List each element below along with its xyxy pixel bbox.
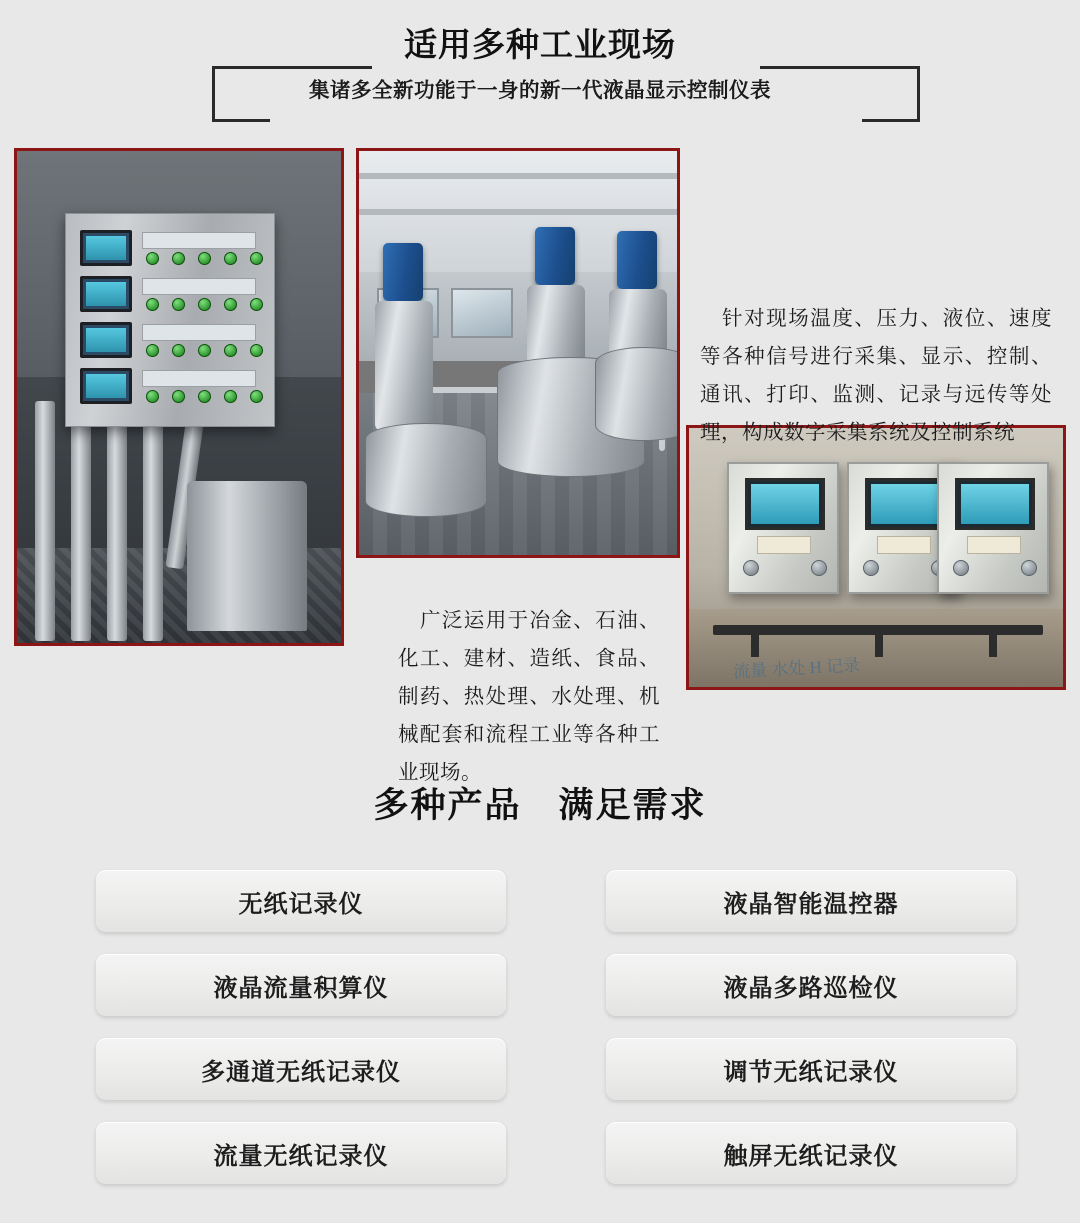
photo-tanks-window [451,288,513,338]
cabinet-meter [80,368,132,404]
cabinet-label-strip [142,278,256,295]
product-card-lcd-multichannel-scanner[interactable]: 液晶多路巡检仪 [606,954,1016,1016]
page-title: 适用多种工业现场 [404,26,676,63]
header-section [0,0,1080,140]
cabinet-indicator-lamp [224,298,237,311]
products-grid [96,870,1016,1184]
cabinet-indicator-lamp [172,252,185,265]
cabinet-indicator-lamp [250,344,263,357]
photo-tanks-vessel [595,347,680,441]
cabinet-indicator-lamp [198,344,211,357]
header-frame-right-bottom [862,119,920,122]
cabinet-indicator-lamp [146,344,159,357]
cabinet-label-strip [142,324,256,341]
cabinet-indicator-lamp [172,298,185,311]
panel-knob [953,560,969,576]
panel-knob [743,560,759,576]
photo-tanks-beam [359,209,677,215]
header-text-block [210,22,870,108]
panel-knob [811,560,827,576]
photo-plant-pipe [107,401,127,641]
cabinet-indicator-lamp [224,344,237,357]
header-frame-left-bottom [212,119,270,122]
product-card-paperless-recorder[interactable]: 无纸记录仪 [96,870,506,932]
photo-tanks-agitator-body [375,301,433,431]
cabinet-indicator-lamp [224,390,237,403]
product-card-control-recorder[interactable]: 调节无纸记录仪 [606,1038,1016,1100]
cabinet-indicator-lamp [146,298,159,311]
feature-paragraph-industries: 广泛运用于冶金、石油、化工、建材、造纸、食品、制药、热处理、水处理、机械配套和流程工业等各种工业现场。 [398,609,660,784]
cabinet-indicator-lamp [146,390,159,403]
photo-tanks-agitator-body [527,285,585,365]
product-card-multichannel-recorder[interactable]: 多通道无纸记录仪 [96,1038,506,1100]
photo-plant-pipe [35,401,55,641]
photo-plant-pipe [143,401,163,641]
cabinet-meter [80,230,132,266]
cabinet-indicator-lamp [198,252,211,265]
feature-paragraph-signals: 针对现场温度、压力、液位、速度等各种信号进行采集、显示、控制、通讯、打印、监测、记录与远传等处理，构成数字采集系统及控制系统 [700,307,1052,444]
cabinet-indicator-lamp [172,344,185,357]
cabinet-meter [80,276,132,312]
cabinet-meter [80,322,132,358]
photo-wall-panels [686,425,1066,690]
photo-plant-pipe [71,401,91,641]
photo-mixing-tanks [356,148,680,558]
panel-knob [1021,560,1037,576]
product-card-touchscreen-recorder[interactable]: 触屏无纸记录仪 [606,1122,1016,1184]
photo-plant-cabinet [14,148,344,646]
photo-plant-control-cabinet [65,213,275,427]
product-card-flow-recorder[interactable]: 流量无纸记录仪 [96,1122,506,1184]
cabinet-indicator-lamp [250,390,263,403]
panel-lcd-screen [745,478,825,530]
cabinet-indicator-lamp [224,252,237,265]
photo-tanks-motor [617,231,657,289]
photo-panels-instrument-box [937,462,1049,594]
cabinet-indicator-lamp [172,390,185,403]
product-card-lcd-temp-controller[interactable]: 液晶智能温控器 [606,870,1016,932]
cabinet-indicator-lamp [250,298,263,311]
cabinet-label-strip [142,232,256,249]
photo-tanks-vessel [365,423,487,517]
cabinet-indicator-lamp [198,390,211,403]
panel-lcd-screen [865,478,945,530]
panel-lcd-screen [955,478,1035,530]
page-subtitle: 集诸多全新功能于一身的新一代液晶显示控制仪表 [309,79,771,102]
cabinet-indicator-lamp [198,298,211,311]
panel-knob [863,560,879,576]
cabinet-indicator-lamp [250,252,263,265]
photo-panels-instrument-box [727,462,839,594]
photo-panels-bracket [875,633,883,657]
panel-nameplate [877,536,931,554]
panel-nameplate [967,536,1021,554]
panel-nameplate [757,536,811,554]
showcase-section [0,140,1080,784]
product-card-lcd-flow-totalizer[interactable]: 液晶流量积算仪 [96,954,506,1016]
header-frame-right-side [917,66,920,122]
photo-tanks-motor [383,243,423,301]
photo-panels-bracket [751,633,759,657]
products-title: 多种产品 满足需求 [373,786,707,825]
photo-tanks-beam [359,173,677,179]
photo-panels-wall-text: 流量 水处 H 记录 [732,655,861,682]
photo-panels-bracket [989,633,997,657]
photo-tanks-motor [535,227,575,285]
cabinet-indicator-lamp [146,252,159,265]
products-section [0,718,1080,1223]
photo-plant-tank [187,481,307,631]
cabinet-label-strip [142,370,256,387]
